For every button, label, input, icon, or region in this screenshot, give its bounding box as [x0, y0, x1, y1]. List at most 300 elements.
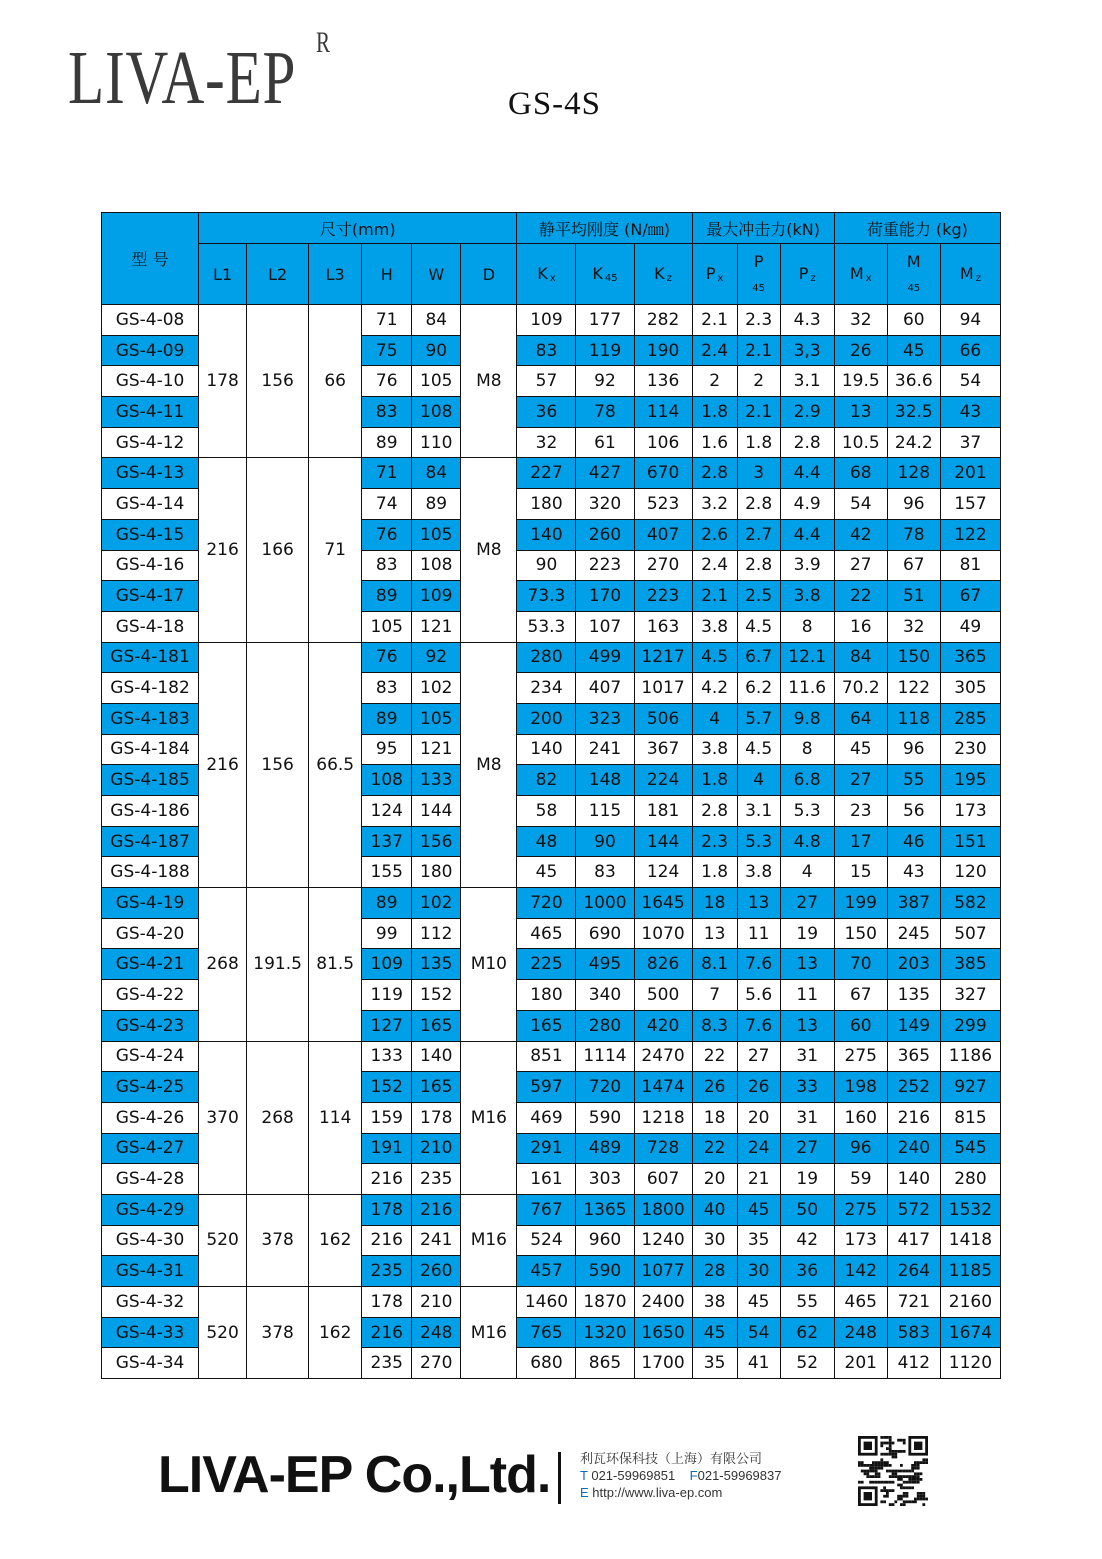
cell-kz: 407 — [634, 519, 692, 550]
cell-mx: 32 — [834, 305, 887, 336]
cell-pz: 2.8 — [780, 427, 834, 458]
cell-pz: 13 — [780, 1010, 834, 1041]
col-header-h: H — [362, 244, 412, 305]
cell-mx: 27 — [834, 550, 887, 581]
cell-mz: 94 — [940, 305, 1000, 336]
cell-m45: 32.5 — [887, 397, 940, 428]
cell-k45: 1320 — [576, 1317, 634, 1348]
cell-pz: 27 — [780, 1133, 834, 1164]
cell-pz: 3.1 — [780, 366, 834, 397]
cell-k45: 148 — [576, 765, 634, 796]
cell-mx: 70 — [834, 949, 887, 980]
cell-kx: 680 — [517, 1348, 576, 1379]
cell-l3: 66 — [309, 305, 362, 458]
cell-kz: 506 — [634, 703, 692, 734]
cell-model: GS-4-182 — [102, 673, 199, 704]
cell-px: 18 — [692, 1102, 737, 1133]
cell-kz: 1070 — [634, 918, 692, 949]
cell-k45: 495 — [576, 949, 634, 980]
cell-w: 180 — [412, 857, 461, 888]
cell-mz: 365 — [940, 642, 1000, 673]
cell-kz: 163 — [634, 611, 692, 642]
cell-kx: 161 — [517, 1164, 576, 1195]
cell-w: 270 — [412, 1348, 461, 1379]
cell-mz: 582 — [940, 888, 1000, 919]
cell-k45: 407 — [576, 673, 634, 704]
cell-kz: 1474 — [634, 1072, 692, 1103]
col-header-kx: K $_x$ — [517, 244, 576, 305]
cell-pz: 11.6 — [780, 673, 834, 704]
cell-w: 105 — [412, 366, 461, 397]
cell-px: 1.8 — [692, 765, 737, 796]
website-link[interactable]: http://www.liva-ep.com — [592, 1485, 723, 1500]
cell-w: 92 — [412, 642, 461, 673]
cell-k45: 303 — [576, 1164, 634, 1195]
cell-mx: 142 — [834, 1256, 887, 1287]
cell-model: GS-4-26 — [102, 1102, 199, 1133]
cell-kx: 1460 — [517, 1287, 576, 1318]
cell-w: 108 — [412, 397, 461, 428]
cell-p45: 5.6 — [737, 980, 780, 1011]
cell-p45: 6.7 — [737, 642, 780, 673]
cell-px: 2.6 — [692, 519, 737, 550]
cell-mx: 64 — [834, 703, 887, 734]
cell-m45: 46 — [887, 826, 940, 857]
cell-px: 45 — [692, 1317, 737, 1348]
cell-h: 89 — [362, 581, 412, 612]
cell-m45: 216 — [887, 1102, 940, 1133]
cell-model: GS-4-181 — [102, 642, 199, 673]
cell-pz: 31 — [780, 1041, 834, 1072]
col-header-k45: K $_{45}$ — [576, 244, 634, 305]
group-header-impact: 最大冲击力(kN) — [692, 213, 834, 244]
cell-mx: 23 — [834, 796, 887, 827]
qr-code-icon — [858, 1436, 928, 1506]
cell-kx: 227 — [517, 458, 576, 489]
cell-h: 99 — [362, 918, 412, 949]
cell-m45: 60 — [887, 305, 940, 336]
cell-w: 90 — [412, 335, 461, 366]
cell-l2: 268 — [247, 1041, 309, 1194]
cell-kz: 2400 — [634, 1287, 692, 1318]
cell-h: 74 — [362, 489, 412, 520]
cell-model: GS-4-19 — [102, 888, 199, 919]
cell-k45: 489 — [576, 1133, 634, 1164]
cell-h: 178 — [362, 1194, 412, 1225]
cell-m45: 252 — [887, 1072, 940, 1103]
cell-p45: 2.5 — [737, 581, 780, 612]
cell-k45: 170 — [576, 581, 634, 612]
fax-label: F — [689, 1468, 698, 1483]
cell-p45: 2.7 — [737, 519, 780, 550]
cell-h: 133 — [362, 1041, 412, 1072]
cell-m45: 24.2 — [887, 427, 940, 458]
cell-kz: 106 — [634, 427, 692, 458]
cell-mx: 16 — [834, 611, 887, 642]
cell-m45: 55 — [887, 765, 940, 796]
cell-mx: 10.5 — [834, 427, 887, 458]
cell-h: 191 — [362, 1133, 412, 1164]
cell-h: 108 — [362, 765, 412, 796]
cell-m45: 67 — [887, 550, 940, 581]
cell-px: 2.8 — [692, 796, 737, 827]
cell-k45: 119 — [576, 335, 634, 366]
cell-h: 76 — [362, 519, 412, 550]
cell-p45: 2.8 — [737, 550, 780, 581]
cell-p45: 26 — [737, 1072, 780, 1103]
cell-m45: 118 — [887, 703, 940, 734]
cell-mx: 275 — [834, 1041, 887, 1072]
cell-px: 7 — [692, 980, 737, 1011]
cell-px: 22 — [692, 1041, 737, 1072]
cell-mx: 465 — [834, 1287, 887, 1318]
cell-px: 2 — [692, 366, 737, 397]
cell-px: 8.1 — [692, 949, 737, 980]
tel-label: T — [580, 1468, 588, 1483]
cell-kz: 670 — [634, 458, 692, 489]
cell-w: 260 — [412, 1256, 461, 1287]
cell-l1: 216 — [199, 458, 247, 642]
cell-w: 235 — [412, 1164, 461, 1195]
cell-h: 89 — [362, 888, 412, 919]
col-header-d: D — [461, 244, 517, 305]
cell-p45: 24 — [737, 1133, 780, 1164]
cell-mz: 280 — [940, 1164, 1000, 1195]
cell-model: GS-4-24 — [102, 1041, 199, 1072]
cell-mz: 1674 — [940, 1317, 1000, 1348]
footer-company-cn: 利瓦环保科技（上海）有限公司 — [580, 1451, 763, 1466]
cell-k45: 61 — [576, 427, 634, 458]
cell-h: 71 — [362, 458, 412, 489]
col-header-l3: L3 — [309, 244, 362, 305]
cell-model: GS-4-185 — [102, 765, 199, 796]
cell-h: 159 — [362, 1102, 412, 1133]
model-header: 型 号 — [102, 213, 199, 305]
cell-l3: 71 — [309, 458, 362, 642]
cell-k45: 90 — [576, 826, 634, 857]
cell-kx: 720 — [517, 888, 576, 919]
cell-d: M10 — [461, 888, 517, 1041]
cell-p45: 2 — [737, 366, 780, 397]
cell-k45: 107 — [576, 611, 634, 642]
cell-m45: 264 — [887, 1256, 940, 1287]
cell-h: 216 — [362, 1164, 412, 1195]
cell-kx: 469 — [517, 1102, 576, 1133]
cell-m45: 32 — [887, 611, 940, 642]
cell-w: 102 — [412, 888, 461, 919]
cell-kx: 597 — [517, 1072, 576, 1103]
cell-kx: 73.3 — [517, 581, 576, 612]
table-row — [102, 305, 1001, 336]
cell-w: 133 — [412, 765, 461, 796]
cell-model: GS-4-188 — [102, 857, 199, 888]
cell-k45: 427 — [576, 458, 634, 489]
cell-l2: 191.5 — [247, 888, 309, 1041]
cell-mx: 22 — [834, 581, 887, 612]
footer-phone-line — [580, 1467, 781, 1484]
cell-w: 152 — [412, 980, 461, 1011]
cell-kx: 180 — [517, 980, 576, 1011]
cell-kx: 82 — [517, 765, 576, 796]
cell-px: 8.3 — [692, 1010, 737, 1041]
cell-k45: 241 — [576, 734, 634, 765]
cell-kz: 1700 — [634, 1348, 692, 1379]
cell-kz: 181 — [634, 796, 692, 827]
group-header-stiffness: 静平均刚度 (N/㎜) — [517, 213, 692, 244]
cell-kx: 465 — [517, 918, 576, 949]
cell-pz: 33 — [780, 1072, 834, 1103]
cell-mz: 122 — [940, 519, 1000, 550]
cell-px: 38 — [692, 1287, 737, 1318]
cell-kx: 90 — [517, 550, 576, 581]
cell-px: 2.4 — [692, 335, 737, 366]
cell-p45: 13 — [737, 888, 780, 919]
cell-pz: 55 — [780, 1287, 834, 1318]
cell-mx: 275 — [834, 1194, 887, 1225]
cell-pz: 11 — [780, 980, 834, 1011]
cell-pz: 4.4 — [780, 458, 834, 489]
cell-px: 2.1 — [692, 305, 737, 336]
cell-pz: 5.3 — [780, 796, 834, 827]
cell-w: 105 — [412, 519, 461, 550]
cell-l2: 378 — [247, 1287, 309, 1379]
cell-pz: 4.4 — [780, 519, 834, 550]
cell-model: GS-4-25 — [102, 1072, 199, 1103]
cell-w: 110 — [412, 427, 461, 458]
cell-h: 83 — [362, 397, 412, 428]
cell-kx: 180 — [517, 489, 576, 520]
cell-kz: 144 — [634, 826, 692, 857]
cell-w: 84 — [412, 305, 461, 336]
cell-model: GS-4-183 — [102, 703, 199, 734]
cell-kx: 851 — [517, 1041, 576, 1072]
cell-m45: 43 — [887, 857, 940, 888]
cell-mx: 248 — [834, 1317, 887, 1348]
cell-k45: 280 — [576, 1010, 634, 1041]
cell-kx: 165 — [517, 1010, 576, 1041]
cell-w: 241 — [412, 1225, 461, 1256]
cell-k45: 177 — [576, 305, 634, 336]
cell-mz: 173 — [940, 796, 1000, 827]
cell-mx: 67 — [834, 980, 887, 1011]
cell-mz: 120 — [940, 857, 1000, 888]
cell-kx: 457 — [517, 1256, 576, 1287]
spec-table — [101, 212, 1001, 1379]
cell-k45: 590 — [576, 1102, 634, 1133]
cell-model: GS-4-187 — [102, 826, 199, 857]
cell-px: 2.1 — [692, 581, 737, 612]
cell-h: 119 — [362, 980, 412, 1011]
cell-m45: 150 — [887, 642, 940, 673]
cell-model: GS-4-21 — [102, 949, 199, 980]
col-header-l2: L2 — [247, 244, 309, 305]
cell-k45: 223 — [576, 550, 634, 581]
cell-pz: 4.8 — [780, 826, 834, 857]
cell-h: 152 — [362, 1072, 412, 1103]
cell-kx: 58 — [517, 796, 576, 827]
cell-k45: 1870 — [576, 1287, 634, 1318]
cell-k45: 340 — [576, 980, 634, 1011]
cell-kz: 224 — [634, 765, 692, 796]
cell-l3: 66.5 — [309, 642, 362, 888]
cell-mx: 199 — [834, 888, 887, 919]
cell-p45: 3 — [737, 458, 780, 489]
cell-p45: 7.6 — [737, 1010, 780, 1041]
cell-m45: 417 — [887, 1225, 940, 1256]
cell-model: GS-4-10 — [102, 366, 199, 397]
cell-p45: 4.5 — [737, 611, 780, 642]
cell-px: 35 — [692, 1348, 737, 1379]
cell-k45: 1114 — [576, 1041, 634, 1072]
brand-logo: LIVA-EP — [68, 36, 297, 120]
cell-model: GS-4-16 — [102, 550, 199, 581]
cell-w: 144 — [412, 796, 461, 827]
cell-kx: 32 — [517, 427, 576, 458]
cell-w: 165 — [412, 1010, 461, 1041]
cell-m45: 135 — [887, 980, 940, 1011]
cell-p45: 1.8 — [737, 427, 780, 458]
cell-kz: 728 — [634, 1133, 692, 1164]
cell-pz: 36 — [780, 1256, 834, 1287]
cell-mz: 230 — [940, 734, 1000, 765]
cell-kz: 1645 — [634, 888, 692, 919]
cell-pz: 27 — [780, 888, 834, 919]
cell-pz: 31 — [780, 1102, 834, 1133]
cell-l3: 162 — [309, 1194, 362, 1286]
cell-px: 13 — [692, 918, 737, 949]
cell-k45: 690 — [576, 918, 634, 949]
cell-h: 83 — [362, 673, 412, 704]
cell-px: 4 — [692, 703, 737, 734]
col-header-l1: L1 — [199, 244, 247, 305]
cell-w: 112 — [412, 918, 461, 949]
cell-k45: 720 — [576, 1072, 634, 1103]
cell-model: GS-4-23 — [102, 1010, 199, 1041]
cell-w: 210 — [412, 1287, 461, 1318]
cell-m45: 240 — [887, 1133, 940, 1164]
cell-h: 216 — [362, 1317, 412, 1348]
cell-mz: 54 — [940, 366, 1000, 397]
col-header-mz: M $_z$ — [940, 244, 1000, 305]
cell-p45: 4.5 — [737, 734, 780, 765]
cell-d: M8 — [461, 305, 517, 458]
cell-w: 216 — [412, 1194, 461, 1225]
cell-h: 83 — [362, 550, 412, 581]
email-label: E — [580, 1485, 589, 1500]
cell-w: 178 — [412, 1102, 461, 1133]
cell-kx: 53.3 — [517, 611, 576, 642]
cell-w: 102 — [412, 673, 461, 704]
cell-p45: 54 — [737, 1317, 780, 1348]
cell-kz: 523 — [634, 489, 692, 520]
cell-k45: 1365 — [576, 1194, 634, 1225]
cell-k45: 1000 — [576, 888, 634, 919]
cell-m45: 149 — [887, 1010, 940, 1041]
cell-px: 2.4 — [692, 550, 737, 581]
cell-model: GS-4-12 — [102, 427, 199, 458]
cell-k45: 323 — [576, 703, 634, 734]
cell-mz: 545 — [940, 1133, 1000, 1164]
cell-m45: 56 — [887, 796, 940, 827]
cell-m45: 96 — [887, 489, 940, 520]
cell-kz: 1077 — [634, 1256, 692, 1287]
cell-l1: 520 — [199, 1287, 247, 1379]
cell-mz: 151 — [940, 826, 1000, 857]
cell-kz: 2470 — [634, 1041, 692, 1072]
cell-w: 121 — [412, 734, 461, 765]
cell-d: M16 — [461, 1287, 517, 1379]
cell-px: 1.6 — [692, 427, 737, 458]
cell-m45: 128 — [887, 458, 940, 489]
footer-contact — [580, 1450, 781, 1501]
cell-p45: 35 — [737, 1225, 780, 1256]
cell-model: GS-4-18 — [102, 611, 199, 642]
cell-p45: 20 — [737, 1102, 780, 1133]
cell-w: 156 — [412, 826, 461, 857]
cell-model: GS-4-08 — [102, 305, 199, 336]
cell-mx: 42 — [834, 519, 887, 550]
cell-w: 89 — [412, 489, 461, 520]
cell-mx: 59 — [834, 1164, 887, 1195]
cell-w: 108 — [412, 550, 461, 581]
cell-m45: 245 — [887, 918, 940, 949]
cell-m45: 583 — [887, 1317, 940, 1348]
cell-w: 121 — [412, 611, 461, 642]
cell-p45: 6.2 — [737, 673, 780, 704]
cell-p45: 45 — [737, 1194, 780, 1225]
cell-l2: 378 — [247, 1194, 309, 1286]
cell-model: GS-4-31 — [102, 1256, 199, 1287]
cell-model: GS-4-11 — [102, 397, 199, 428]
cell-kx: 200 — [517, 703, 576, 734]
cell-kz: 270 — [634, 550, 692, 581]
cell-k45: 83 — [576, 857, 634, 888]
cell-mz: 2160 — [940, 1287, 1000, 1318]
cell-w: 84 — [412, 458, 461, 489]
cell-model: GS-4-20 — [102, 918, 199, 949]
cell-m45: 721 — [887, 1287, 940, 1318]
cell-model: GS-4-33 — [102, 1317, 199, 1348]
cell-mz: 49 — [940, 611, 1000, 642]
registered-mark: R — [316, 26, 331, 59]
cell-m45: 203 — [887, 949, 940, 980]
cell-m45: 78 — [887, 519, 940, 550]
cell-k45: 115 — [576, 796, 634, 827]
cell-mz: 195 — [940, 765, 1000, 796]
cell-kx: 36 — [517, 397, 576, 428]
cell-p45: 2.8 — [737, 489, 780, 520]
cell-k45: 78 — [576, 397, 634, 428]
cell-mz: 385 — [940, 949, 1000, 980]
cell-px: 30 — [692, 1225, 737, 1256]
footer-divider — [558, 1452, 561, 1504]
cell-kx: 48 — [517, 826, 576, 857]
cell-w: 105 — [412, 703, 461, 734]
cell-l1: 520 — [199, 1194, 247, 1286]
cell-pz: 3.9 — [780, 550, 834, 581]
footer-web-line — [580, 1484, 781, 1501]
cell-px: 1.8 — [692, 397, 737, 428]
table-row — [102, 1194, 1001, 1225]
cell-mz: 299 — [940, 1010, 1000, 1041]
cell-h: 235 — [362, 1256, 412, 1287]
cell-mz: 43 — [940, 397, 1000, 428]
cell-p45: 2.3 — [737, 305, 780, 336]
cell-px: 3.8 — [692, 611, 737, 642]
cell-model: GS-4-13 — [102, 458, 199, 489]
col-header-mx: M $_x$ — [834, 244, 887, 305]
cell-model: GS-4-34 — [102, 1348, 199, 1379]
